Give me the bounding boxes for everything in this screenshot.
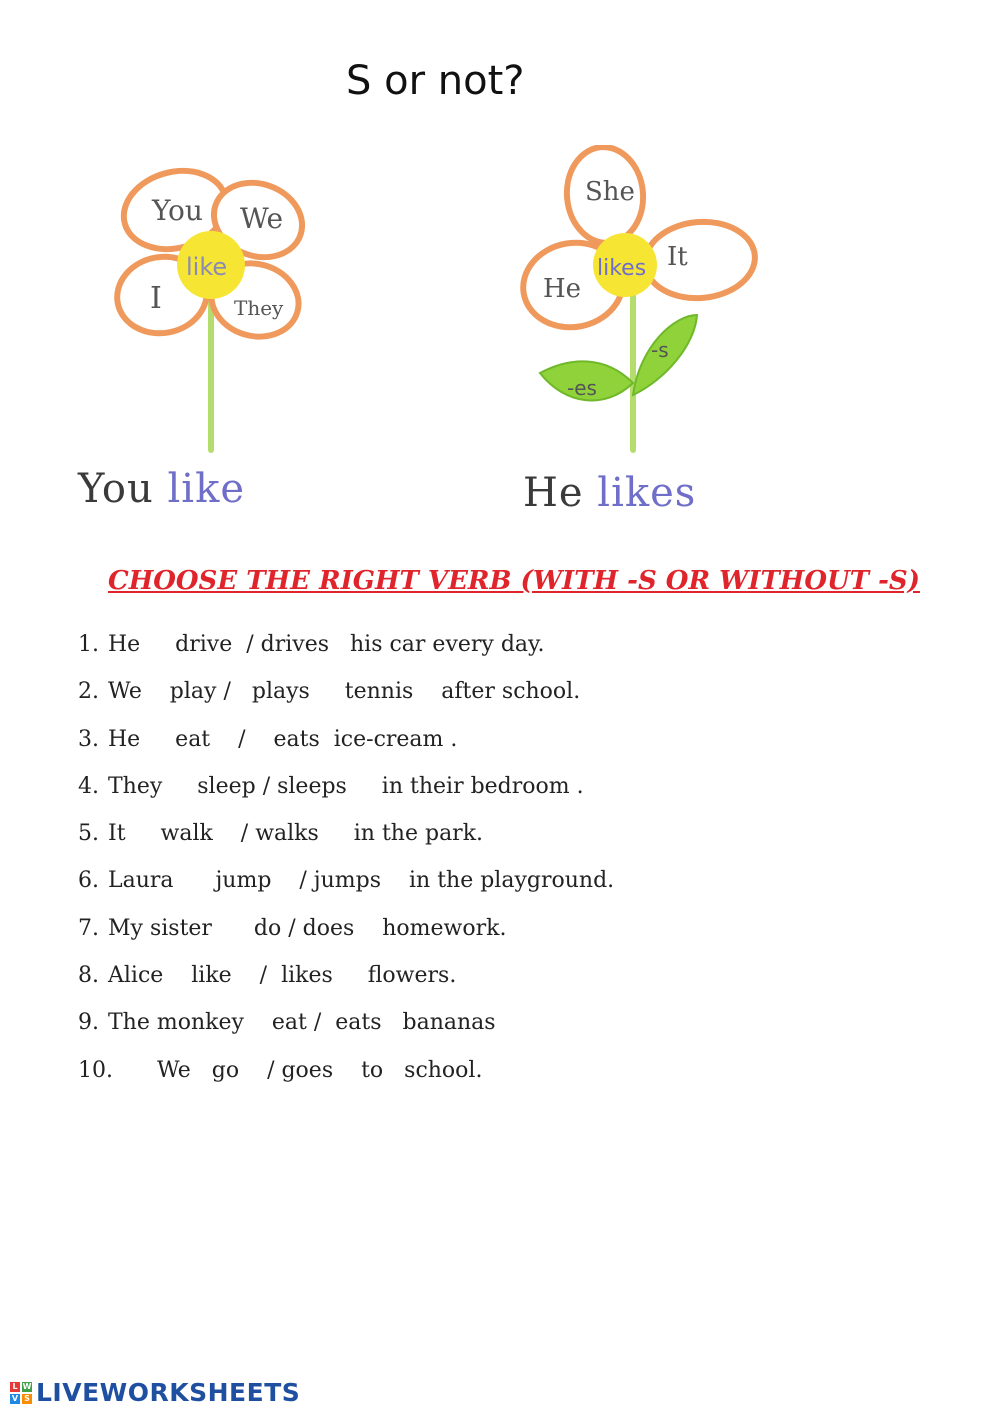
right-caption: [523, 470, 696, 516]
item-text: My sister do / does homework.: [108, 915, 507, 941]
item-text: We go / goes to school.: [108, 1057, 483, 1083]
liveworksheets-logo-icon: [10, 1382, 32, 1404]
petal-label-she: She: [585, 177, 635, 207]
item-text: They sleep / sleeps in their bedroom .: [108, 773, 584, 799]
instruction-heading: CHOOSE THE RIGHT VERB (WITH -S OR WITHOUT -S): [108, 566, 920, 596]
item-text: He drive / drives his car every day.: [108, 632, 545, 657]
item-number: 9.: [78, 1010, 99, 1036]
center-label-like: like: [186, 253, 228, 281]
right-caption-subject: He: [523, 470, 584, 516]
item-number: 4.: [78, 773, 99, 799]
leaf-label-es: -es: [567, 376, 597, 400]
right-caption-verb: likes: [597, 470, 697, 516]
exercise-item: [78, 721, 614, 768]
item-text: We play / plays tennis after school.: [108, 679, 581, 705]
item-number: 5.: [78, 821, 99, 847]
exercise-item: [78, 910, 614, 957]
item-number: 8.: [78, 963, 99, 989]
item-text: He eat / eats ice-cream .: [108, 726, 458, 752]
exercise-list: [78, 626, 614, 1099]
exercise-item: [78, 1004, 614, 1051]
logo-letter: W: [22, 1381, 32, 1391]
right-flower-illustration: [515, 145, 765, 460]
petal-it: [642, 217, 758, 302]
logo-letter: V: [11, 1393, 19, 1403]
item-number: 7.: [78, 915, 99, 941]
exercise-item: [78, 626, 614, 673]
item-number: 2.: [78, 679, 99, 705]
petal-label-he: He: [543, 274, 582, 304]
item-text: It walk / walks in the park.: [108, 821, 484, 847]
logo-letter: L: [10, 1382, 20, 1392]
exercise-item: [78, 815, 614, 862]
item-number: 6.: [78, 868, 99, 894]
exercise-item: [78, 673, 614, 720]
item-text: Alice like / likes flowers.: [108, 963, 457, 989]
liveworksheets-brand[interactable]: [10, 1378, 300, 1407]
left-caption-verb: like: [167, 466, 245, 512]
exercise-item: [78, 768, 614, 815]
item-text: Laura jump / jumps in the playground.: [108, 868, 615, 894]
exercise-item: [78, 862, 614, 909]
petal-label-we: We: [240, 202, 284, 235]
petal-label-it: It: [667, 242, 688, 272]
logo-letter: S: [22, 1394, 32, 1404]
petal-label-they: They: [234, 296, 284, 320]
item-number: 1.: [78, 632, 99, 657]
item-number: 10.: [78, 1057, 113, 1083]
item-text: The monkey eat / eats bananas: [108, 1010, 496, 1036]
petal-label-you: You: [152, 194, 203, 227]
left-flower-illustration: [110, 160, 330, 460]
exercise-item: [78, 957, 614, 1004]
center-label-likes: likes: [597, 256, 647, 281]
item-number: 3.: [78, 726, 99, 752]
exercise-item: [78, 1052, 614, 1099]
leaf-label-s: -s: [651, 338, 669, 362]
left-caption-subject: You: [78, 466, 154, 512]
brand-name: LIVEWORKSHEETS: [36, 1378, 301, 1407]
left-caption: [78, 466, 245, 512]
worksheet-title: S or not?: [346, 58, 525, 104]
petal-label-i: I: [150, 281, 162, 316]
